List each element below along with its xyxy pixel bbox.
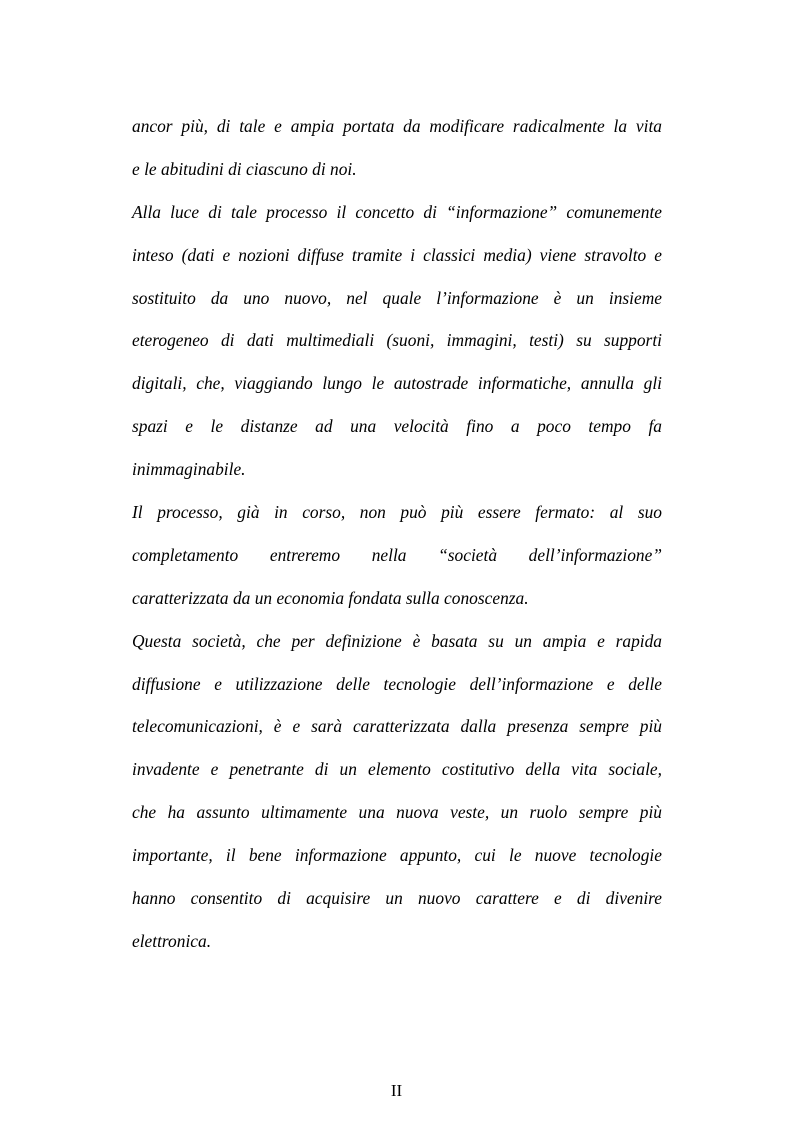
text-line: hanno consentito di acquisire un nuovo carattere e di divenire — [132, 888, 662, 909]
text-line: caratterizzata da un economia fondata sulla conoscenza. — [132, 587, 529, 608]
text-line: Questa società, che per definizione è basata su un ampia e rapida — [132, 630, 662, 651]
text-line: ancor più, di tale e ampia portata da modificare radicalmente la vita — [132, 116, 662, 136]
text-line: e le abitudini di ciascuno di noi. — [132, 158, 357, 179]
text-line: invadente e penetrante di un elemento costitutivo della vita sociale, — [132, 759, 662, 780]
text-line: sostituito da uno nuovo, nel quale l’informazione è un insieme — [132, 287, 662, 308]
text-line: inteso (dati e nozioni diffuse tramite i classici media) viene stravolto e — [132, 244, 662, 265]
page-number: II — [390, 1081, 403, 1100]
text-line: eterogeneo di dati multimediali (suoni, immagini, testi) su supporti — [132, 330, 662, 351]
text-line: importante, il bene informazione appunto, cui le nuove tecnologie — [132, 845, 662, 866]
text-line: diffusione e utilizzazione delle tecnologie dell’informazione e delle — [132, 673, 662, 694]
text-line: digitali, che, viaggiando lungo le autostrade informatiche, annulla gli — [132, 373, 662, 394]
text-line: spazi e le distanze ad una velocità fino a poco tempo fa — [132, 416, 662, 437]
text-line: Alla luce di tale processo il concetto di “informazione” comunemente — [132, 201, 662, 222]
body-text — [132, 108, 662, 966]
text-line: Il processo, già in corso, non può più essere fermato: al suo — [132, 502, 662, 523]
text-line: inimmaginabile. — [132, 459, 246, 480]
text-line: elettronica. — [132, 930, 212, 951]
text-line: che ha assunto ultimamente una nuova veste, un ruolo sempre più — [132, 802, 662, 823]
text-line: telecomunicazioni, è e sarà caratterizzata dalla presenza sempre più — [132, 716, 662, 737]
text-line: completamento entreremo nella “società dell’informazione” — [132, 544, 662, 565]
